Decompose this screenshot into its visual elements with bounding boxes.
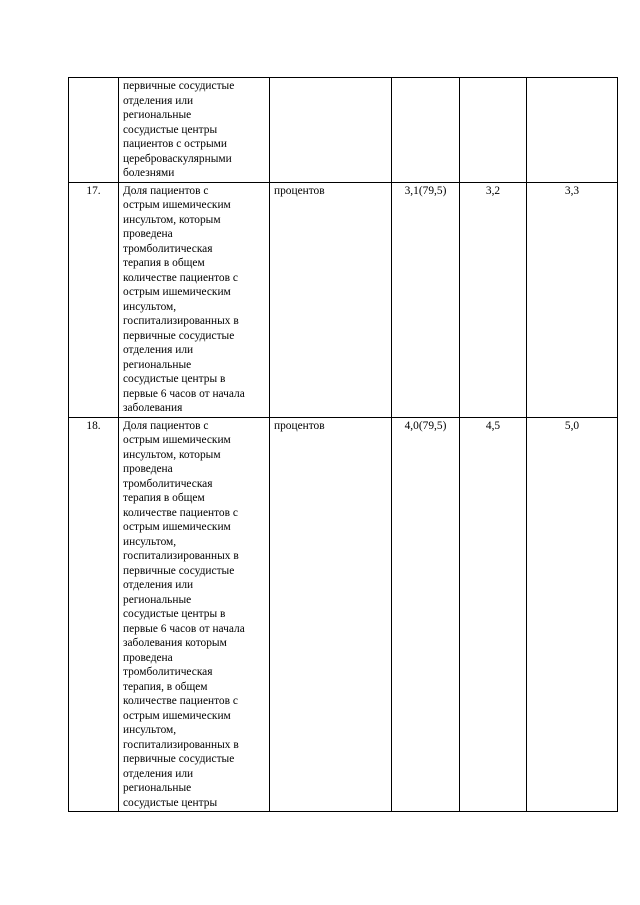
indicator-name-line: первичные сосудистые: [123, 753, 235, 765]
indicator-name-line: острым ишемическим: [123, 199, 231, 211]
indicator-name-line: инсультом, которым: [123, 448, 221, 461]
indicator-name-line: сосудистые центры в: [123, 608, 226, 620]
unit-cell: процентов: [270, 417, 392, 812]
indicator-name-line: тромболитическая: [123, 666, 213, 678]
indicator-name-line: Доля пациентов с: [123, 184, 209, 197]
indicator-name-line: пациентов с острыми: [123, 138, 227, 150]
indicator-name-line: отделения или: [123, 579, 194, 591]
row-number-cell: [69, 78, 119, 183]
unit-cell: процентов: [270, 182, 392, 417]
indicator-name-line: цереброваскулярными: [123, 152, 232, 165]
indicator-name-line: количестве пациентов с: [123, 695, 238, 707]
table-row: [69, 417, 618, 812]
value-cell-3: 5,0: [527, 417, 618, 812]
value-cell-3: 3,3: [527, 182, 618, 417]
indicator-name-line: количестве пациентов с: [123, 506, 238, 519]
indicator-name-line: острым ишемическим: [123, 286, 231, 298]
indicator-name-line: сосудистые центры в: [123, 373, 226, 385]
indicator-name-line: госпитализированных в: [123, 738, 239, 751]
indicator-name-line: первичные сосудистые: [123, 564, 235, 577]
indicator-name-line: острым ишемическим: [123, 434, 231, 446]
indicator-name-line: отделения или: [123, 344, 194, 356]
row-number-cell: 18.: [69, 417, 119, 812]
indicator-name-line: количестве пациентов с: [123, 271, 238, 284]
indicator-name-cell: [119, 182, 270, 417]
indicator-name-line: сосудистые центры: [123, 123, 218, 136]
row-number-cell: 17.: [69, 182, 119, 417]
indicator-name-line: региональные: [123, 782, 192, 794]
table-body: [69, 78, 618, 812]
indicator-name-line: отделения или: [123, 767, 194, 780]
table-row: [69, 182, 618, 417]
indicator-name-line: терапия в общем: [123, 257, 205, 269]
indicator-name-line: госпитализированных в: [123, 550, 239, 562]
unit-cell: [270, 78, 392, 183]
indicator-name-line: сосудистые центры: [123, 796, 218, 809]
indicator-name-line: госпитализированных в: [123, 315, 239, 327]
indicator-name-cell: [119, 78, 270, 183]
indicator-name-line: заболевания которым: [123, 637, 227, 649]
indicator-name-line: отделения или: [123, 94, 194, 107]
table-row: [69, 78, 618, 183]
indicator-name-line: региональные: [123, 593, 192, 606]
indicator-name-line: региональные: [123, 109, 192, 121]
value-cell-2: [460, 78, 527, 183]
value-cell-3: [527, 78, 618, 183]
value-cell-2: 3,2: [460, 182, 527, 417]
value-cell-1: 4,0(79,5): [392, 417, 460, 812]
indicator-name-line: тромболитическая: [123, 242, 213, 255]
indicator-name-line: проведена: [123, 651, 173, 664]
indicator-name-line: первые 6 часов от начала: [123, 387, 245, 400]
indicator-name-line: инсультом, которым: [123, 213, 221, 226]
indicator-name-line: первичные сосудистые: [123, 329, 235, 342]
indicator-name-line: Доля пациентов с: [123, 419, 209, 432]
indicator-name-cell: [119, 417, 270, 812]
indicator-name-line: инсультом,: [123, 300, 177, 313]
indicator-name-line: проведена: [123, 463, 173, 475]
value-cell-1: [392, 78, 460, 183]
indicator-name-line: болезнями: [123, 167, 175, 179]
indicator-name-line: инсультом,: [123, 535, 177, 548]
indicator-name-line: первичные сосудистые: [123, 80, 235, 92]
indicator-name-line: региональные: [123, 358, 192, 371]
indicator-name-line: острым ишемическим: [123, 521, 231, 533]
value-cell-1: 3,1(79,5): [392, 182, 460, 417]
indicator-name-line: заболевания: [123, 402, 183, 414]
indicator-name-line: первые 6 часов от начала: [123, 622, 245, 635]
indicator-name-line: тромболитическая: [123, 477, 213, 490]
indicator-name-line: терапия в общем: [123, 492, 205, 504]
indicators-table: [68, 77, 618, 812]
indicator-name-line: острым ишемическим: [123, 709, 231, 722]
indicator-name-line: проведена: [123, 228, 173, 240]
indicator-name-line: инсультом,: [123, 724, 177, 736]
value-cell-2: 4,5: [460, 417, 527, 812]
indicator-name-line: терапия, в общем: [123, 680, 208, 693]
